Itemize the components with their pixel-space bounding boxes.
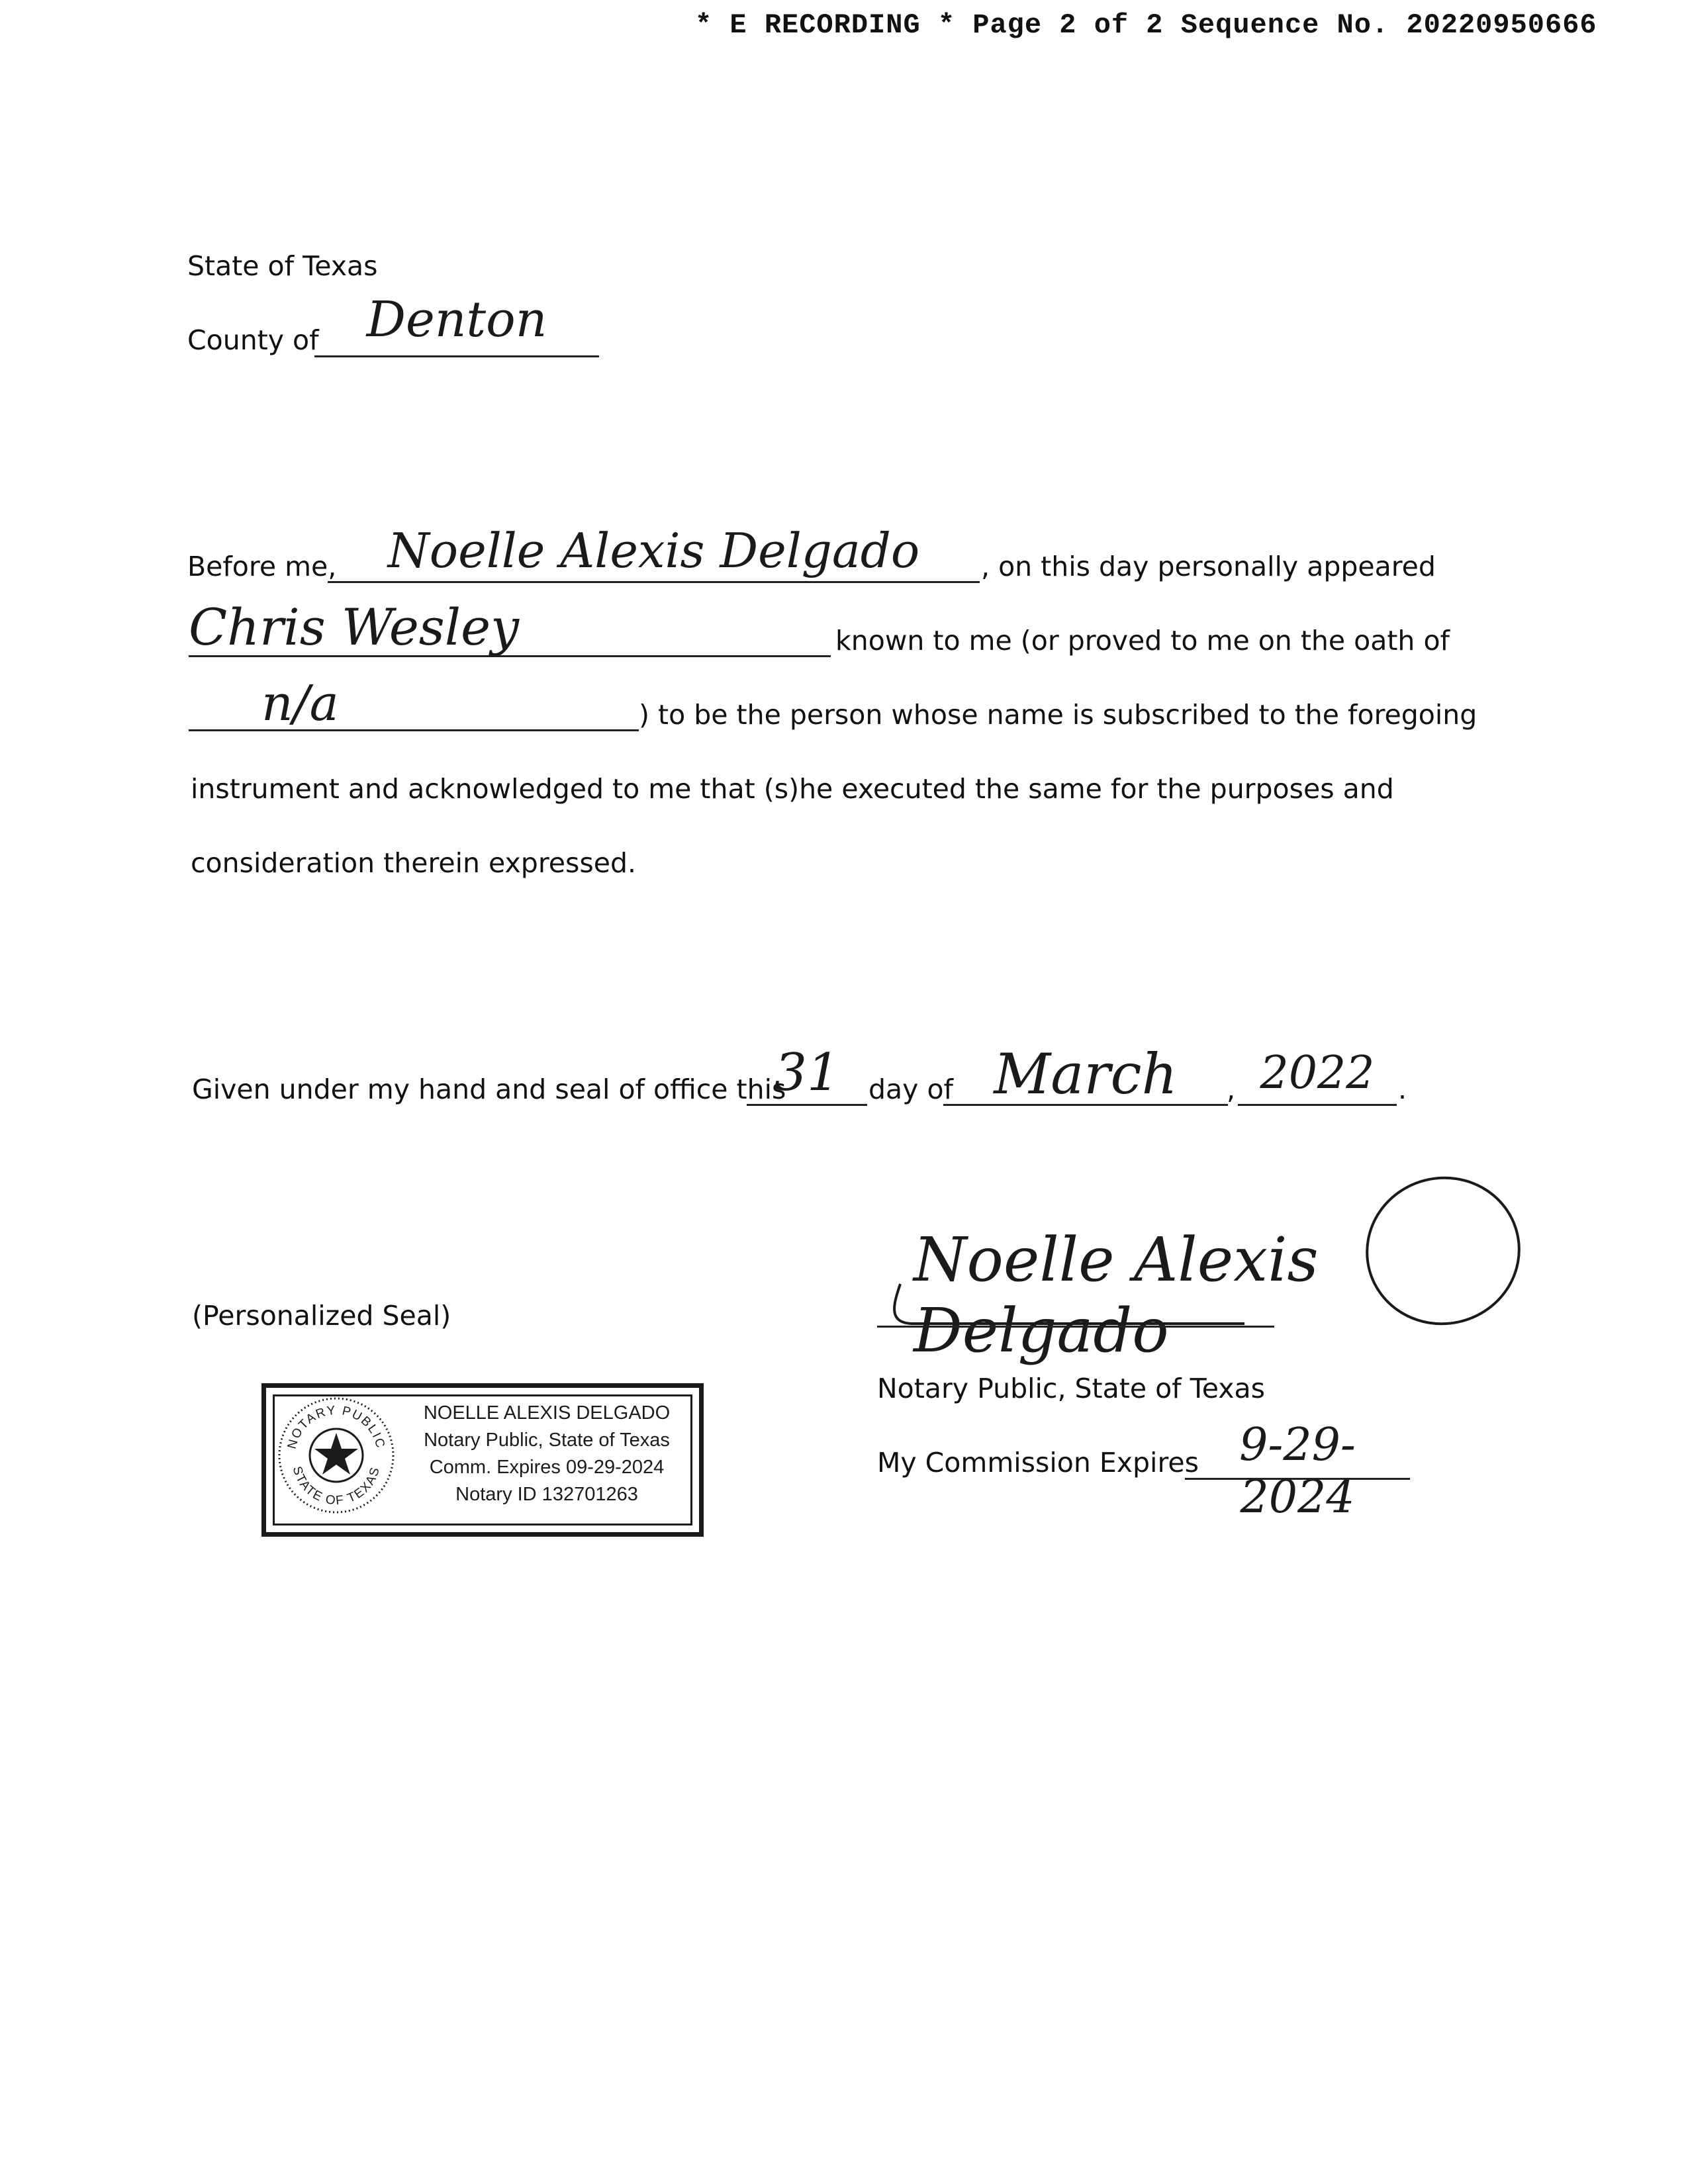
ack-line-5: consideration therein expressed. [191,847,637,879]
before-me-label: Before me, [187,551,337,582]
year-field [1238,1047,1397,1113]
county-label: County of [187,324,319,356]
signature-underline [877,1326,1274,1328]
subscribed-text: ) to be the person whose name is subscribed to the foregoing [639,699,1477,731]
emblem-bottom-text: STATE OF TEXAS [289,1465,383,1508]
notary-stamp [261,1383,704,1537]
signature-handwritten: Noelle Alexis Delgado [914,1224,1319,1366]
day-field [747,1043,867,1113]
year-underline [1238,1104,1397,1106]
date-period: . [1398,1073,1407,1105]
county-underline [314,355,599,357]
recording-header: * E RECORDING * Page 2 of 2 Sequence No. 20220950666 [695,9,1597,41]
notary-title: Notary Public, State of Texas [877,1373,1265,1404]
appeared-text: , on this day personally appeared [981,551,1436,582]
expires-handwritten: 9-29-2024 [1239,1419,1356,1524]
person-handwritten: Chris Wesley [189,598,520,657]
given-prefix: Given under my hand and seal of office this [192,1073,786,1105]
state-line: State of Texas [187,250,378,282]
oath-underline [189,729,639,731]
month-underline [943,1104,1228,1106]
oath-field [189,675,639,741]
oath-handwritten: n/a [261,675,339,732]
day-handwritten: 31 [774,1043,840,1103]
day-underline [747,1104,867,1106]
emblem-top-text: NOTARY PUBLIC [285,1403,388,1451]
expires-underline [1185,1478,1410,1480]
notary-name-handwritten: Noelle Alexis Delgado [387,523,920,578]
stamp-text-block [399,1400,695,1508]
personalized-seal-label: (Personalized Seal) [192,1300,451,1332]
notary-name-underline [328,581,980,583]
expires-label: My Commission Expires [877,1447,1199,1479]
date-comma: , [1227,1073,1236,1105]
notary-name-field [328,523,980,589]
notary-signature [874,1171,1523,1366]
texas-star-seal-icon [277,1396,396,1515]
stamp-line-title: Notary Public, State of Texas [424,1430,670,1451]
month-field [943,1042,1228,1113]
stamp-line-expires: Comm. Expires 09-29-2024 [429,1457,665,1478]
county-handwritten: Denton [366,291,547,348]
day-of-label: day of [868,1073,953,1105]
county-field [314,291,599,357]
stamp-line-id: Notary ID 132701263 [455,1484,638,1505]
person-underline [189,655,831,657]
known-text: known to me (or proved to me on the oath of [835,625,1450,657]
ack-line-4: instrument and acknowledged to me that (s)he executed the same for the purposes and [191,773,1394,805]
year-handwritten: 2022 [1260,1047,1375,1099]
month-handwritten: March [994,1042,1178,1107]
stamp-line-name: NOELLE ALEXIS DELGADO [423,1402,671,1424]
